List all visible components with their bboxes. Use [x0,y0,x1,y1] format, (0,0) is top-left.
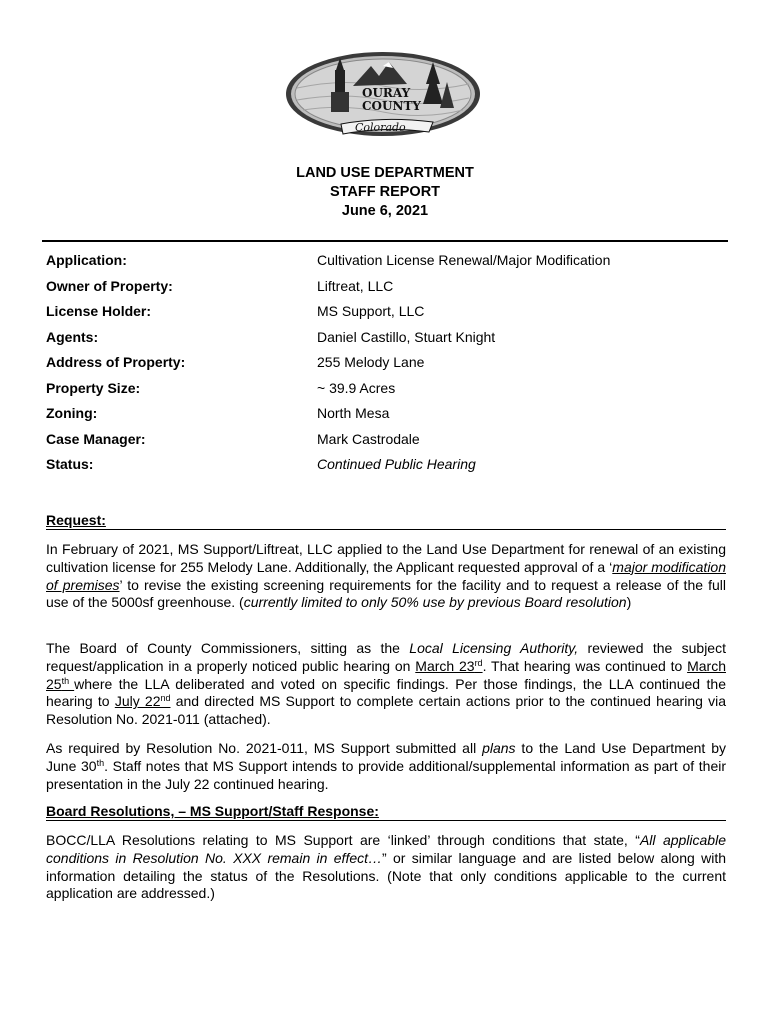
request-heading [46,512,726,530]
info-row-case-manager [46,431,726,457]
info-value: North Mesa [317,405,390,421]
text-run: In February of 2021, MS Support/Liftreat, LLC applied to the Land Use Department for renewal of an existing cultivation license for 255 Melody Lane. Additionally, the Applicant requested approval of a ‘ [46,541,726,575]
date-march-23: March 23 [415,657,475,674]
text-run: ) [626,594,632,611]
logo-text-colorado: Colorado [355,121,406,134]
request-paragraph-2 [46,640,726,729]
info-label: Case Manager: [46,430,146,447]
info-row-owner [46,278,726,304]
text-run-italic: currently limited to only 50% use by previous Board resolution [243,594,627,611]
info-row-address [46,354,726,380]
text-run: ’ to revise the existing screening requirements for the facility and to request a release of the full use of the 5000sf greenhouse. ( [46,576,726,611]
info-value: ~ 39.9 Acres [317,379,396,396]
info-value: Liftreat, LLC [317,277,394,294]
info-row-zoning [46,405,726,431]
ouray-county-logo [283,48,483,140]
report-header [0,164,770,221]
header-divider [42,240,728,242]
request-paragraph-1 [46,541,726,612]
report-date: June 6, 2021 [341,203,429,219]
info-row-agents [46,329,726,355]
info-label: Zoning: [46,405,98,421]
text-run: ” or similar language and are listed below along with information detailing the status of the Resolutions. (Note that only conditions applicable to the current application are addressed.) [46,849,726,902]
text-run: and directed MS Support to complete certain actions prior to the continued hearing via Resolution No. 2021-011 (attached). [46,693,726,728]
info-row-property-size [46,380,726,406]
case-info-table [46,252,726,482]
board-paragraph-1 [46,832,726,903]
text-run-emphasis: major modification of premises [46,558,726,593]
text-run-italic: Local Licensing Authority, [409,640,579,656]
text-run-italic: plans [482,740,516,756]
info-value: 255 Melody Lane [317,354,425,370]
ordinal-suffix: th [61,675,75,686]
department-title: LAND USE DEPARTMENT [296,165,474,181]
text-run: where the LLA deliberated and voted on specific findings. Per those findings, the LLA continued the hearing to [46,675,726,710]
info-value: Cultivation License Renewal/Major Modification [317,252,611,268]
ordinal-suffix: nd [160,693,171,704]
info-label: Address of Property: [46,354,186,370]
info-value: Continued Public Hearing [317,456,476,472]
info-value: MS Support, LLC [317,303,425,319]
date-july-22: July 22 [114,693,161,710]
info-label: Application: [46,252,127,268]
report-title: STAFF REPORT [329,184,441,200]
text-run: . Staff notes that MS Support intends to provide additional/supplemental information as part of their presentation in the July 22 continued hearing. [46,757,726,792]
request-paragraph-3 [46,740,726,793]
logo-text-ouray: OURAY [362,86,411,100]
text-run: to the Land Use Department by June 30 [46,740,726,774]
info-row-application [46,252,726,278]
text-run: reviewed the subject request/application in a properly noticed public hearing on [46,640,726,674]
board-resolutions-heading [46,803,726,821]
info-label: Owner of Property: [46,277,173,294]
info-label: Status: [46,456,94,472]
info-row-license-holder [46,303,726,329]
date-march-25: March 25 [46,657,726,692]
info-value: Daniel Castillo, Stuart Knight [317,328,496,345]
info-row-status [46,456,726,482]
text-run-italic: All applicable conditions in Resolution No. XXX remain in effect… [46,832,726,866]
logo-text-county: COUNTY [362,99,421,113]
ordinal-suffix: th [96,757,105,768]
request-heading-text: Request: [46,512,106,528]
text-run: BOCC/LLA Resolutions relating to MS Support are ‘linked’ through conditions that state, “ [46,832,640,848]
info-label: Agents: [46,328,99,345]
text-run: The Board of County Commissioners, sitting as the [46,640,410,656]
info-label: Property Size: [46,379,141,396]
text-run: . That hearing was continued to [482,657,688,674]
info-value: Mark Castrodale [317,430,420,447]
board-heading-text: Board Resolutions, – MS Support/Staff Response: [46,803,379,819]
info-label: License Holder: [46,303,152,319]
text-run: As required by Resolution No. 2021-011, MS Support submitted all [46,740,483,756]
ordinal-suffix: rd [474,657,483,668]
